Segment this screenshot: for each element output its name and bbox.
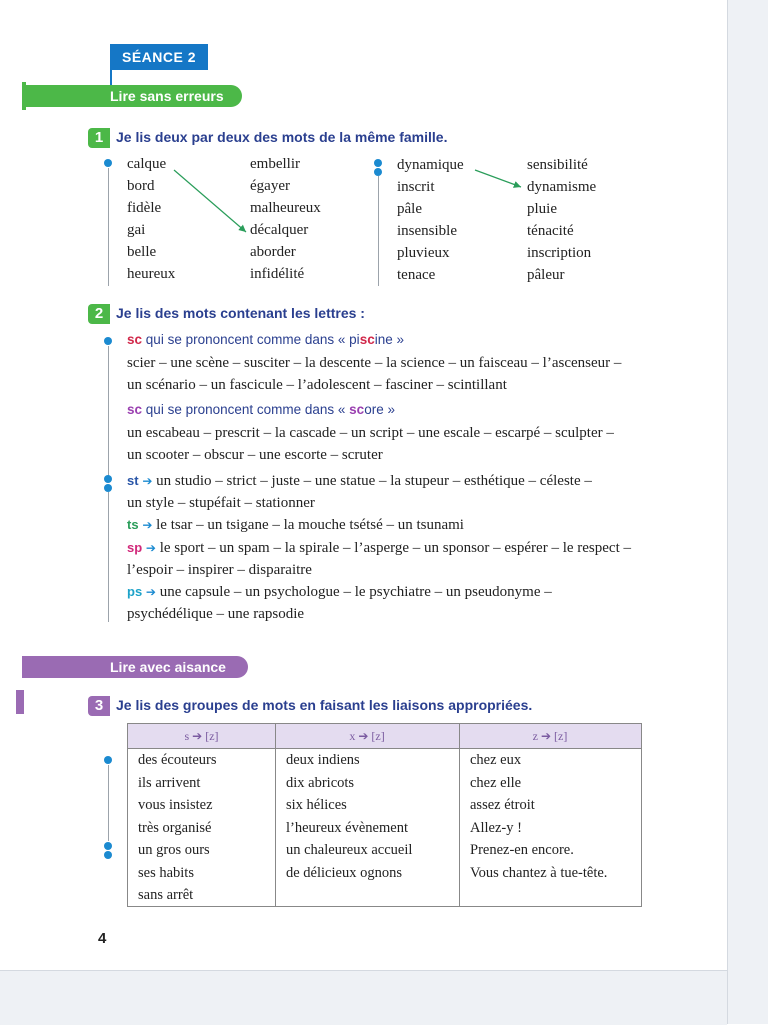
table-cell: des écouteurs — [138, 752, 217, 768]
letters-tag-ps: ps — [127, 584, 143, 599]
arrow-dynamique-dynamisme — [475, 170, 521, 187]
bullet-dot — [104, 851, 112, 859]
table-cell: un chaleureux accueil — [286, 842, 413, 858]
arrow-icon: ➔ — [142, 518, 153, 532]
column-divider — [459, 724, 460, 906]
table-cell: deux indiens — [286, 752, 360, 768]
word: heureux — [127, 266, 176, 282]
column-z — [470, 749, 607, 884]
table-cell: très organisé — [138, 819, 212, 836]
highlight-letters: sc — [359, 332, 375, 347]
word: belle — [127, 244, 157, 260]
exercise-2-title: Je lis des mots contenant les lettres : — [116, 305, 365, 321]
sentence-line: l’espoir – inspirer – disparaitre — [127, 562, 312, 578]
bullet-dot — [104, 756, 112, 764]
sp-line — [127, 537, 631, 559]
letters-tag-st: st — [127, 473, 139, 488]
table-cell: vous insistez — [138, 797, 213, 813]
exercise-number-3: 3 — [88, 696, 110, 716]
table-cell: Allez-y ! — [470, 819, 522, 836]
sentence-text: un studio – strict – juste – une statue – la stupeur – esthétique – céleste – — [156, 473, 592, 489]
sentence-text: le tsar – un tsigane – la mouche tsétsé – un tsunami — [156, 517, 464, 533]
letters-tag-ts: ts — [127, 517, 139, 532]
column-header: s ➔ [z] — [184, 729, 219, 743]
letters-tag: sc — [127, 402, 143, 417]
margin-marker — [16, 690, 24, 714]
exercise-3-title: Je lis des groupes de mots en faisant les liaisons appropriées. — [116, 697, 533, 713]
bullet-dot — [104, 842, 112, 850]
sentence-line: scier – une scène – susciter – la descente – la science – un faisceau – l’ascenseur – — [127, 355, 622, 371]
word: dynamisme — [527, 179, 597, 195]
sentence-line: psychédélique – une rapsodie — [127, 606, 305, 622]
word: bord — [127, 178, 155, 194]
sentence-line: un scooter – obscur – une escorte – scruter — [127, 447, 383, 463]
table-cell: Vous chantez à tue-tête. — [470, 864, 608, 881]
sentence-line: un escabeau – prescrit – la cascade – un script – une escale – escarpé – sculpter – — [127, 425, 614, 441]
sub-heading-text: qui se prononcent comme dans « — [145, 402, 350, 417]
word: décalquer — [250, 222, 309, 238]
exercise-1-title: Je lis deux par deux des mots de la même famille. — [116, 129, 448, 145]
highlight-letters: sc — [349, 402, 365, 417]
page-bottom-edge — [0, 970, 727, 1025]
exercise-number-2: 2 — [88, 304, 110, 324]
table-header — [128, 724, 641, 749]
word: calque — [127, 156, 167, 172]
seance-badge: SÉANCE 2 — [110, 44, 208, 70]
column-divider — [275, 724, 276, 906]
word: tenace — [397, 267, 436, 283]
bullet-dot — [104, 475, 112, 483]
word: pluvieux — [397, 245, 450, 261]
sentence-line: un style – stupéfait – stationner — [127, 495, 315, 511]
word: gai — [127, 222, 146, 238]
sentence-text: le sport – un spam – la spirale – l’asperge – un sponsor – espérer – le respect – — [159, 540, 631, 556]
column-s — [138, 749, 217, 907]
word: fidèle — [127, 200, 162, 216]
sub-heading-sc-score — [127, 402, 395, 417]
column-x — [286, 749, 412, 884]
word: inscrit — [397, 179, 435, 195]
section-title-lire-sans-erreurs: Lire sans erreurs — [110, 88, 224, 104]
bullet-dot — [104, 337, 112, 345]
table-cell: chez eux — [470, 752, 522, 768]
table-cell: six hélices — [286, 797, 347, 813]
word: malheureux — [250, 200, 321, 216]
word: aborder — [250, 244, 296, 260]
table-cell: un gros ours — [138, 842, 210, 858]
word: inscription — [527, 245, 592, 261]
word: sensibilité — [527, 157, 588, 173]
sub-heading-text: qui se prononcent comme dans « pi — [145, 332, 360, 347]
group-line — [108, 346, 109, 476]
table-cell: de délicieux ognons — [286, 864, 402, 881]
arrow-icon: ➔ — [145, 585, 156, 599]
word: ténacité — [527, 223, 574, 239]
example-arrows — [0, 0, 727, 300]
table-cell: sans arrêt — [138, 887, 194, 903]
arrow-icon: ➔ — [145, 541, 156, 555]
sub-heading-text-end: ore » — [364, 402, 395, 417]
table-cell: dix abricots — [286, 774, 355, 791]
word: insensible — [397, 223, 457, 239]
word: infidélité — [250, 266, 305, 282]
arrow-calque-decalquer — [174, 170, 246, 232]
table-cell: chez elle — [470, 774, 522, 791]
exercise-number-1: 1 — [88, 128, 110, 148]
column-header: z ➔ [z] — [532, 729, 568, 743]
group-line — [108, 765, 109, 841]
letters-tag-sp: sp — [127, 540, 143, 555]
sub-heading-text-end: ine » — [374, 332, 404, 347]
table-cell: l’heureux évènement — [286, 819, 408, 836]
st-line — [127, 470, 592, 492]
word: égayer — [250, 178, 290, 194]
group-line — [108, 492, 109, 622]
word: dynamique — [397, 157, 464, 173]
word: embellir — [250, 156, 300, 172]
page-right-edge — [727, 0, 768, 1024]
word: pâleur — [527, 267, 565, 283]
arrow-icon: ➔ — [142, 474, 153, 488]
section-title-lire-avec-aisance: Lire avec aisance — [110, 659, 226, 675]
word: pâle — [397, 201, 422, 217]
table-cell: assez étroit — [470, 797, 535, 813]
table-cell: ses habits — [138, 864, 194, 881]
word: pluie — [527, 201, 557, 217]
sentence-text: une capsule – un psychologue – le psychiatre – un pseudonyme – — [159, 584, 552, 600]
column-header: x ➔ [z] — [349, 729, 385, 743]
ps-line — [127, 581, 552, 603]
letters-tag: sc — [127, 332, 143, 347]
table-cell: Prenez-en encore. — [470, 842, 574, 858]
table-cell: ils arrivent — [138, 774, 201, 791]
ts-line — [127, 514, 464, 536]
sentence-line: un scénario – un fascicule – l’adolescent – fasciner – scintillant — [127, 377, 507, 393]
bullet-dot — [104, 484, 112, 492]
sub-heading-sc-piscine — [127, 332, 404, 347]
page-number: 4 — [98, 930, 107, 947]
liaison-table — [127, 723, 642, 907]
